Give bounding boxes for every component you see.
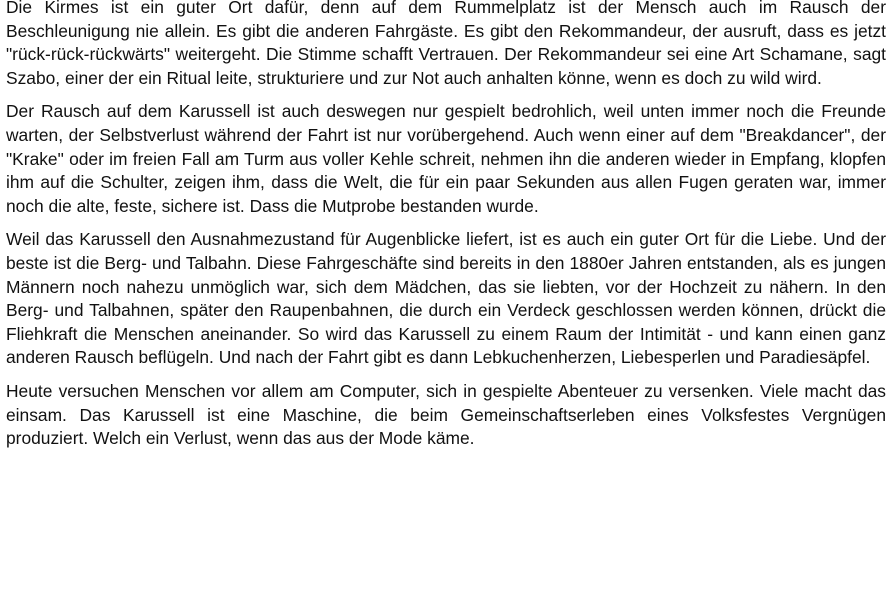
paragraph-rausch: Der Rausch auf dem Karussell ist auch deswegen nur gespielt bedrohlich, weil unten immer noch die Freunde warten, der Selbstverlust während der Fahrt ist nur vorübergehend. Auch wenn einer auf dem "Breakdancer", der "Krake" oder im freien Fall am Turm aus voller Kehle schreit, nehmen ihn die anderen wieder in Empfang, klopfen ihm auf die Schulter, zeigen ihm, dass die Welt, die für ein paar Sekunden aus allen Fugen geraten war, immer noch die alte, feste, sichere ist. Dass die Mutprobe bestanden wurde. <box>6 101 886 216</box>
article-body <box>6 0 886 461</box>
paragraph-kirmes: Die Kirmes ist ein guter Ort dafür, denn auf dem Rummelplatz ist der Mensch auch im Rausch der Beschleunigung nie allein. Es gibt die anderen Fahrgäste. Es gibt den Rekommandeur, der ausruft, dass es jetzt "rück-rück-rückwärts" weitergeht. Die Stimme schafft Vertrauen. Der Rekommandeur sei eine Art Schamane, sagt Szabo, einer der ein Ritual leite, strukturiere und zur Not auch anhalten könne, wenn es doch zu wild wird. <box>6 0 886 88</box>
paragraph-liebe: Weil das Karussell den Ausnahmezustand für Augenblicke liefert, ist es auch ein guter Ort für die Liebe. Und der beste ist die Berg- und Talbahn. Diese Fahrgeschäfte sind bereits in den 1880er Jahren entstanden, als es jungen Männern noch nahezu unmöglich war, sich dem Mädchen, das sie liebten, vor der Hochzeit zu nähern. In den Berg- und Talbahnen, später den Raupenbahnen, die durch ein Verdeck geschlossen werden können, drückt die Fliehkraft die Menschen aneinander. So wird das Karussell zu einem Raum der Intimität - und kann einen ganz anderen Rausch beflügeln. Und nach der Fahrt gibt es dann Lebkuchenherzen, Liebesperlen und Paradiesäpfel. <box>6 229 886 368</box>
paragraph-computer: Heute versuchen Menschen vor allem am Computer, sich in gespielte Abenteuer zu versenken. Viele macht das einsam. Das Karussell ist eine Maschine, die beim Gemeinschaftserleben eines Volksfestes Vergnügen produziert. Welch ein Verlust, wenn das aus der Mode käme. <box>6 380 886 449</box>
